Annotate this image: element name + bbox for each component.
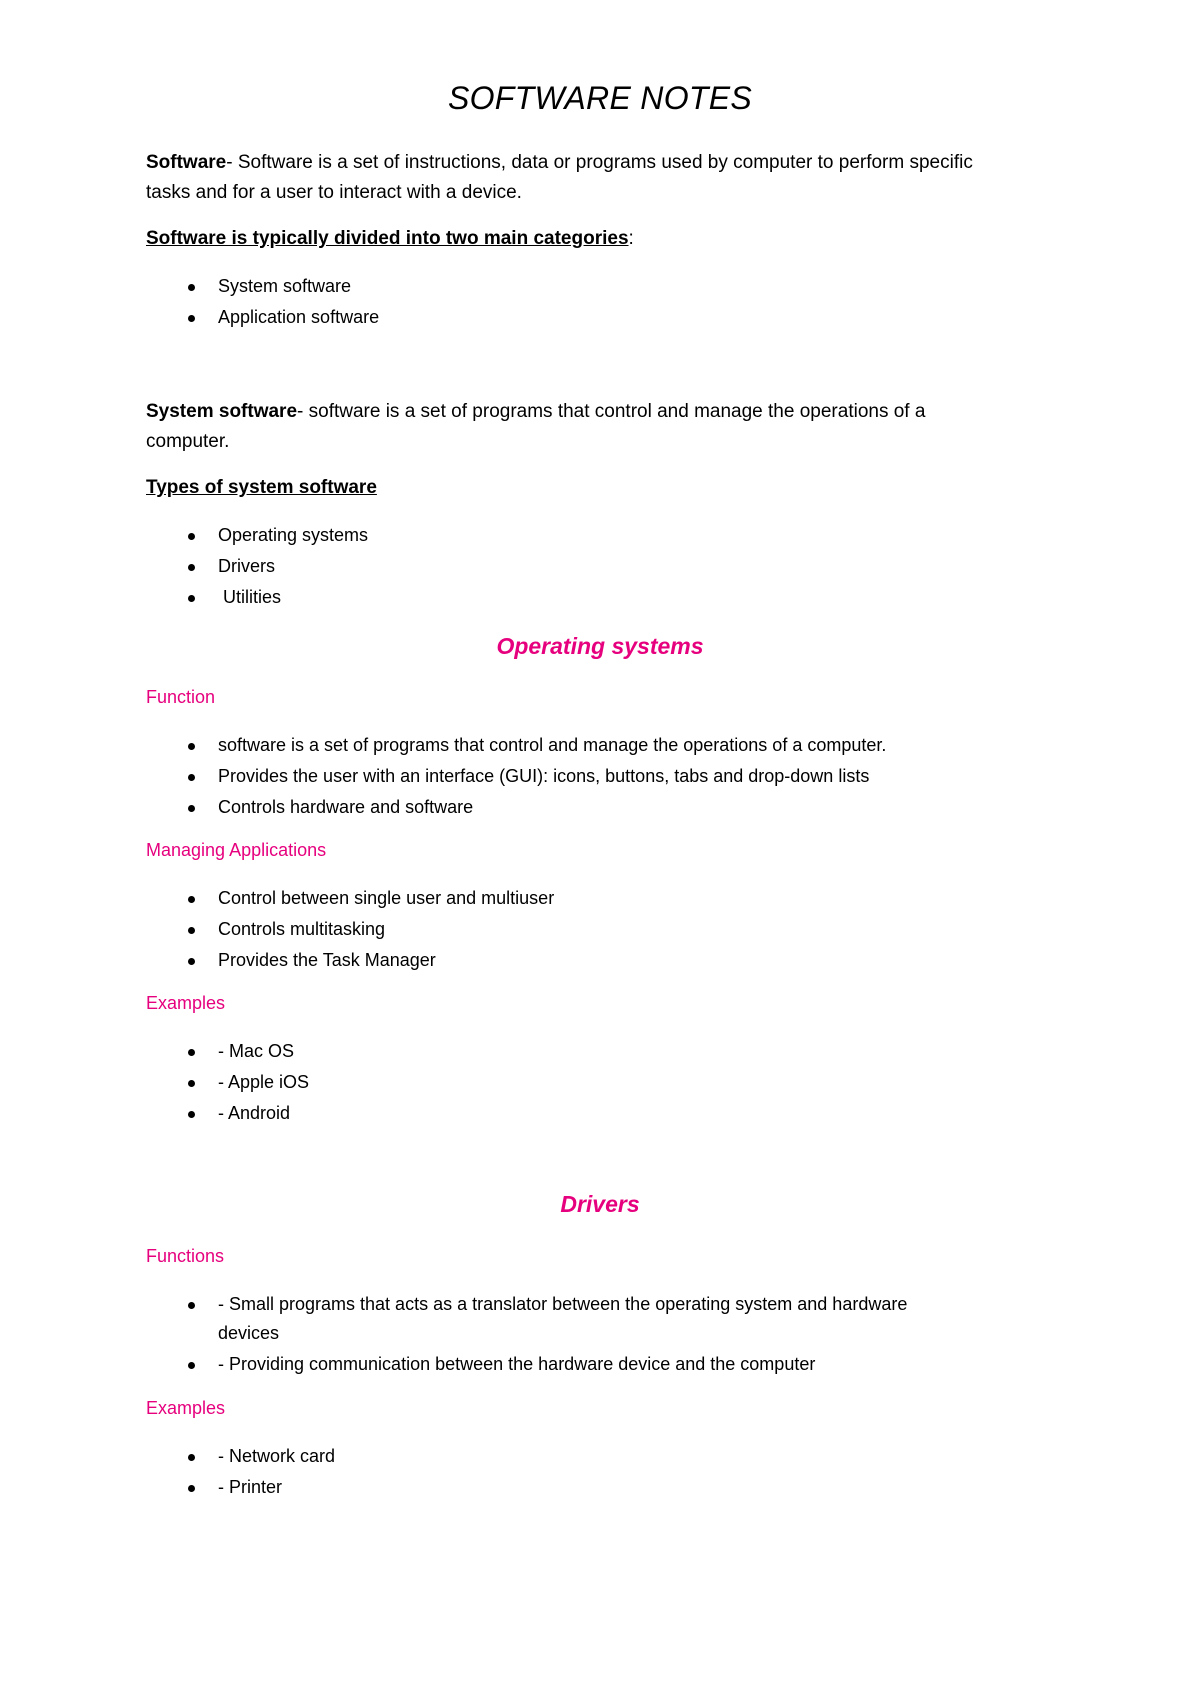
list-item: Drivers <box>218 556 275 576</box>
intro-term: Software <box>146 152 227 173</box>
list-item: Provides the user with an interface (GUI): icons, buttons, tabs and drop-down lists <box>218 766 870 786</box>
bullet-icon <box>188 805 195 812</box>
list-item: - Printer <box>218 1477 283 1497</box>
list-item: - Providing communication between the hardware device and the computer <box>218 1354 816 1374</box>
bullet-icon <box>188 1485 195 1492</box>
list-item: Application software <box>218 307 380 327</box>
bullet-icon <box>188 1111 195 1118</box>
categories-heading-text: Software is typically divided into two main categories <box>146 228 629 249</box>
system-software-line-2: computer. <box>146 431 230 452</box>
list-item: Provides the Task Manager <box>218 950 436 970</box>
list-item: Utilities <box>218 587 282 607</box>
bullet-icon <box>188 774 195 781</box>
bullet-icon <box>188 595 195 602</box>
bullet-icon <box>188 533 195 540</box>
list-item: Controls multitasking <box>218 919 386 939</box>
bullet-icon <box>188 564 195 571</box>
list-item: - Android <box>218 1103 291 1123</box>
bullet-icon <box>188 927 195 934</box>
label-managing-applications: Managing Applications <box>146 840 327 860</box>
bullet-icon <box>188 1302 195 1309</box>
section-title-operating-systems: Operating systems <box>496 633 704 659</box>
categories-heading-colon: : <box>628 228 634 249</box>
bullet-icon <box>188 1080 195 1087</box>
bullet-icon <box>188 1362 195 1369</box>
categories-heading <box>146 224 634 254</box>
label-function: Function <box>146 687 216 707</box>
bullet-icon <box>188 896 195 903</box>
list-item: System software <box>218 276 352 296</box>
bullet-icon <box>188 1454 195 1461</box>
page-title: SOFTWARE NOTES <box>447 80 753 116</box>
system-software-definition: - software is a set of programs that control and manage the operations of a <box>297 401 926 422</box>
label-examples-drivers: Examples <box>146 1398 226 1418</box>
bullet-icon <box>188 315 195 322</box>
list-item: - Apple iOS <box>218 1072 310 1092</box>
list-item: - Network card <box>218 1446 336 1466</box>
bullet-icon <box>188 1049 195 1056</box>
system-software-line-1 <box>146 397 925 427</box>
list-item: - Small programs that acts as a translator between the operating system and hardware <box>218 1294 908 1314</box>
list-item: Operating systems <box>218 525 369 545</box>
intro-line-1 <box>146 148 973 178</box>
label-examples-os: Examples <box>146 993 226 1013</box>
bullet-icon <box>188 958 195 965</box>
list-item-continuation: devices <box>218 1323 280 1343</box>
types-heading-text: Types of system software <box>146 477 377 498</box>
intro-line-2: tasks and for a user to interact with a device. <box>146 182 522 203</box>
list-item: Control between single user and multiuser <box>218 888 555 908</box>
types-heading <box>146 473 377 503</box>
section-title-drivers: Drivers <box>560 1191 640 1217</box>
intro-definition: - Software is a set of instructions, data or programs used by computer to perform specific <box>226 152 973 173</box>
system-software-term: System software <box>146 401 298 422</box>
list-item: software is a set of programs that control and manage the operations of a computer. <box>218 735 887 755</box>
label-functions: Functions <box>146 1246 225 1266</box>
list-item: - Mac OS <box>218 1041 295 1061</box>
bullet-icon <box>188 743 195 750</box>
bullet-icon <box>188 284 195 291</box>
list-item: Controls hardware and software <box>218 797 474 817</box>
